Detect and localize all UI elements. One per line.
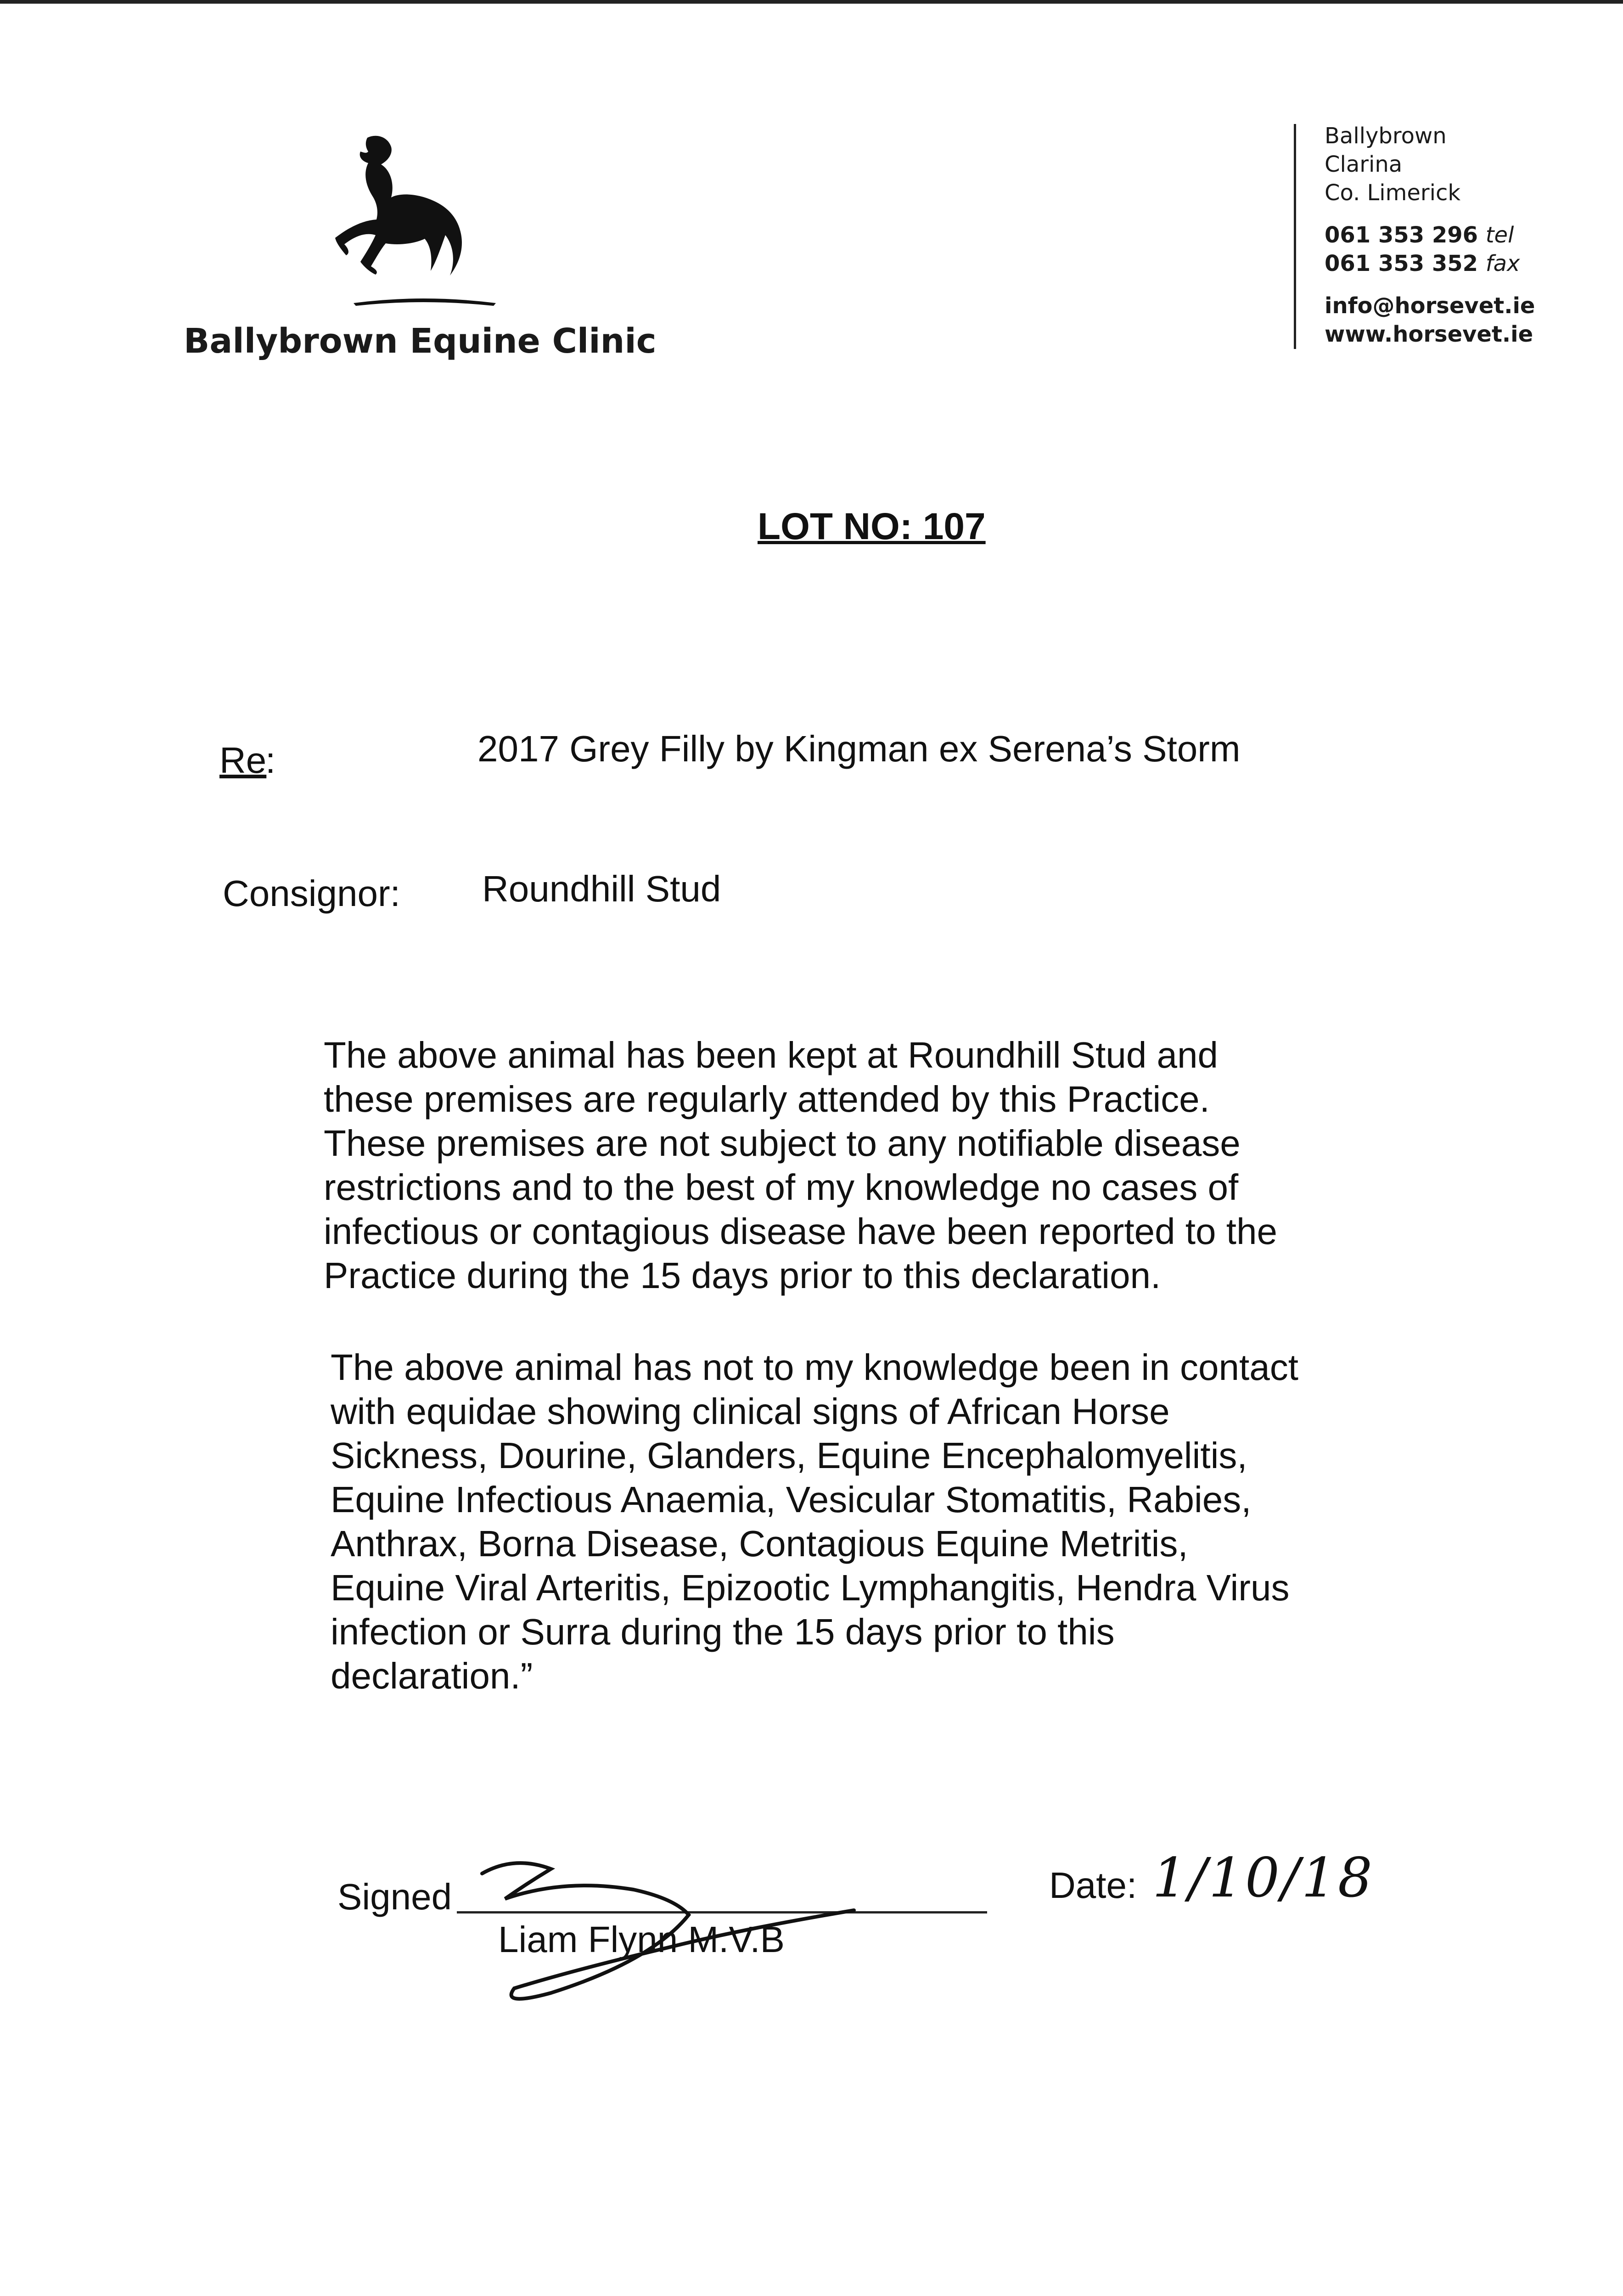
- text-line: Equine Infectious Anaemia, Vesicular Stomatitis, Rabies,: [331, 1479, 1252, 1520]
- re-colon: :: [265, 740, 276, 781]
- contact-block: [1325, 122, 1535, 362]
- re-label-text: Re: [219, 740, 267, 781]
- text-line: declaration.”: [331, 1655, 533, 1696]
- date-label: Date:: [1049, 1865, 1137, 1906]
- address-line: Ballybrown: [1325, 123, 1447, 149]
- address-line: Co. Limerick: [1325, 180, 1461, 206]
- handwritten-signature: [459, 1855, 882, 2011]
- consignor-label: Consignor:: [223, 873, 400, 914]
- text-line: The above animal has been kept at Roundhill Stud and: [324, 1035, 1219, 1075]
- address-line: Clarina: [1325, 152, 1403, 177]
- text-line: These premises are not subject to any notifiable disease: [324, 1123, 1241, 1164]
- website: www.horsevet.ie: [1325, 321, 1533, 347]
- signatory-name: Liam Flynn M.V.B: [498, 1919, 785, 1960]
- text-line: Sickness, Dourine, Glanders, Equine Encephalomyelitis,: [331, 1435, 1247, 1476]
- lot-number: LOT NO: 107: [758, 506, 986, 547]
- phone-number: 061 353 296: [1325, 222, 1478, 248]
- text-line: The above animal has not to my knowledge been in contact: [331, 1347, 1298, 1388]
- text-line: Equine Viral Arteritis, Epizootic Lymphangitis, Hendra Virus: [331, 1567, 1290, 1608]
- phone-suffix: tel: [1485, 222, 1514, 248]
- contact-divider: [1294, 124, 1296, 349]
- email: info@horsevet.ie: [1325, 293, 1535, 319]
- horse-logo-icon: [285, 129, 523, 321]
- web-block: [1325, 292, 1535, 349]
- phone-block: [1325, 221, 1535, 278]
- clinic-name: Ballybrown Equine Clinic: [184, 321, 657, 361]
- text-line: infectious or contagious disease have been reported to the: [324, 1211, 1277, 1252]
- top-border: [0, 0, 1623, 4]
- phone-line: [1325, 221, 1535, 249]
- text-line: infection or Surra during the 15 days prior to this: [331, 1611, 1115, 1652]
- text-line: these premises are regularly attended by this Practice.: [324, 1079, 1210, 1120]
- text-line: Practice during the 15 days prior to this declaration.: [324, 1255, 1161, 1296]
- text-line: Anthrax, Borna Disease, Contagious Equine Metritis,: [331, 1523, 1188, 1564]
- address: [1325, 122, 1535, 207]
- signed-label: Signed: [337, 1876, 452, 1917]
- fax-number: 061 353 352: [1325, 251, 1478, 276]
- fax-line: [1325, 249, 1535, 278]
- consignor-value: Roundhill Stud: [482, 868, 721, 909]
- text-line: with equidae showing clinical signs of African Horse: [331, 1391, 1170, 1432]
- text-line: restrictions and to the best of my knowledge no cases of: [324, 1167, 1239, 1208]
- re-label: [219, 739, 266, 782]
- re-value: 2017 Grey Filly by Kingman ex Serena’s Storm: [477, 728, 1241, 769]
- declaration-paragraph-1: [324, 1033, 1277, 1298]
- fax-suffix: fax: [1485, 251, 1520, 276]
- declaration-paragraph-2: [331, 1345, 1298, 1698]
- date-value: 1/10/18: [1152, 1846, 1374, 1909]
